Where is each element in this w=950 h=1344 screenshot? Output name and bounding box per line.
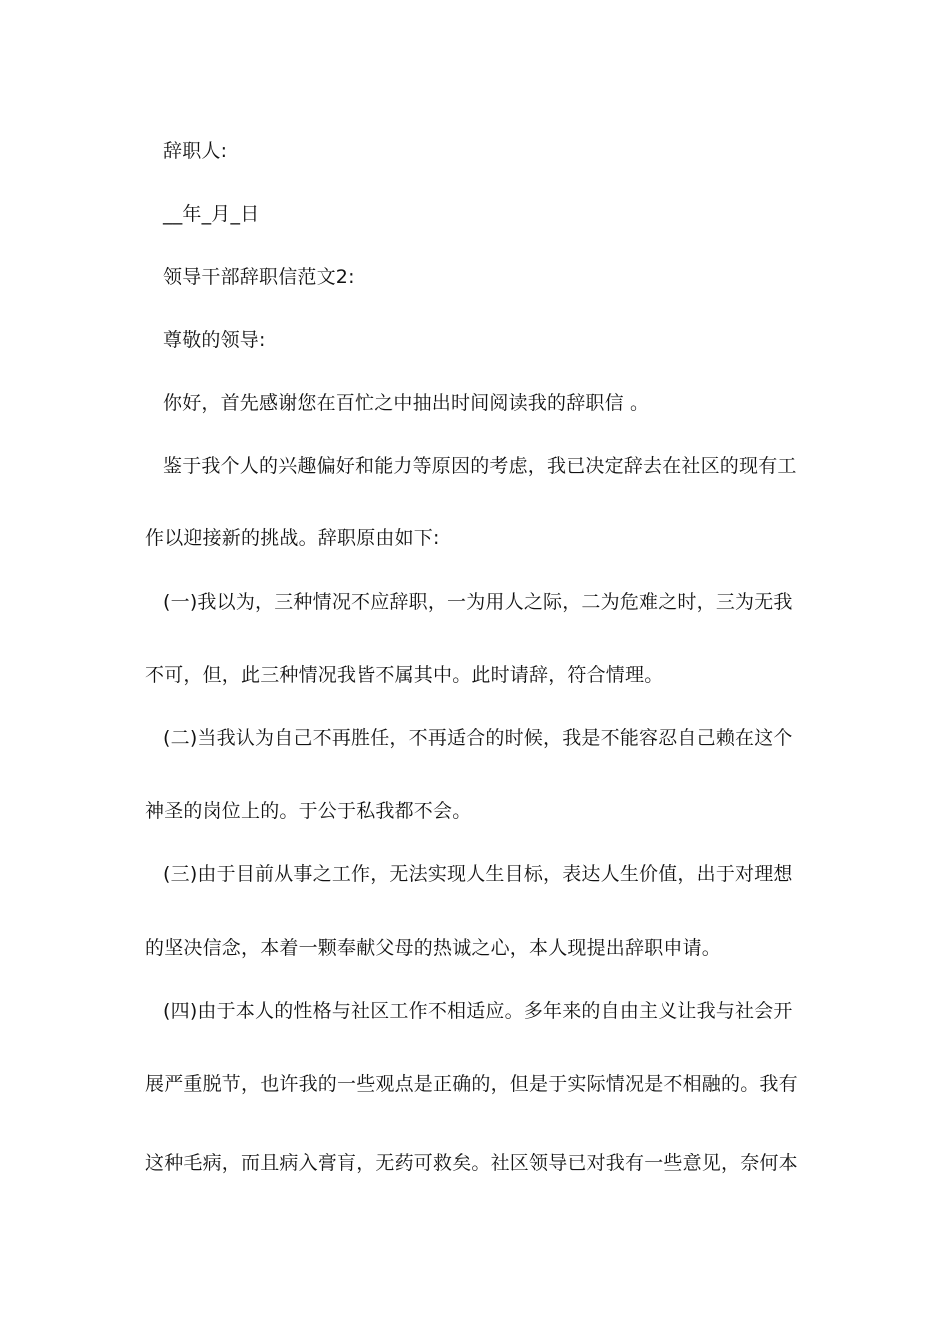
- salutation: 尊敬的领导:: [163, 329, 266, 351]
- paragraph-line: 的坚决信念，本着一颗奉献父母的热诚之心，本人现提出辞职申请。: [145, 937, 722, 959]
- paragraph-line: 展严重脱节，也许我的一些观点是正确的，但是于实际情况是不相融的。我有: [145, 1073, 798, 1095]
- paragraph-line: 这种毛病，而且病入膏肓，无药可救矣。社区领导已对我有一些意见，奈何本: [145, 1152, 798, 1174]
- opening-paragraph: 你好，首先感谢您在百忙之中抽出时间阅读我的辞职信 。: [163, 392, 650, 414]
- paragraph-line: (三)由于目前从事之工作，无法实现人生目标，表达人生价值，出于对理想: [163, 863, 793, 885]
- date-line: __年_月_日: [163, 203, 260, 225]
- signature-line: 辞职人:: [163, 140, 228, 162]
- paragraph-line: 神圣的岗位上的。于公于私我都不会。: [145, 800, 472, 822]
- paragraph-line: (一)我以为，三种情况不应辞职，一为用人之际，二为危难之时，三为无我: [163, 591, 793, 613]
- paragraph-line: (二)当我认为自己不再胜任，不再适合的时候，我是不能容忍自己赖在这个: [163, 727, 793, 749]
- paragraph-line: 作以迎接新的挑战。辞职原由如下:: [145, 527, 440, 549]
- paragraph-line: 鉴于我个人的兴趣偏好和能力等原因的考虑，我已决定辞去在社区的现有工: [163, 455, 797, 477]
- paragraph-line: 不可，但，此三种情况我皆不属其中。此时请辞，符合情理。: [145, 664, 664, 686]
- paragraph-line: (四)由于本人的性格与社区工作不相适应。多年来的自由主义让我与社会开: [163, 1000, 793, 1022]
- section-title: 领导干部辞职信范文2:: [163, 266, 355, 288]
